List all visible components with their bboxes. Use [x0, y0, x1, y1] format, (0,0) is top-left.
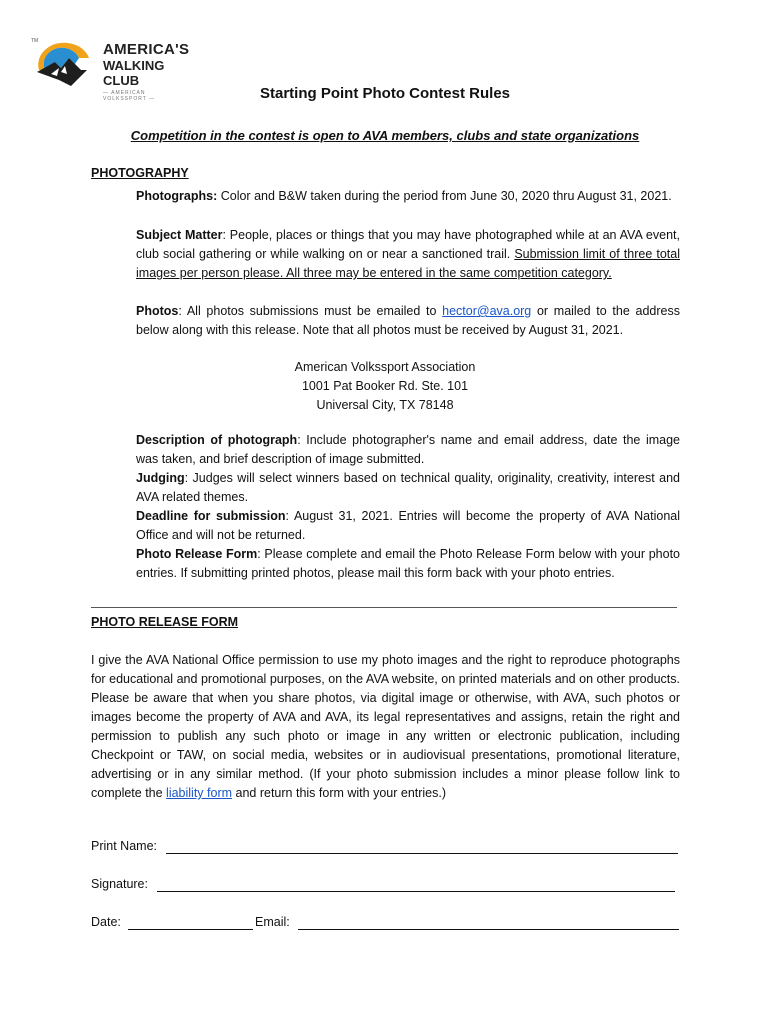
release-text: : Please complete and email the Photo Release Form below with your photo entries. If submitting printed photos, please mail this form back with your photo entries. [136, 547, 680, 580]
liability-form-link[interactable]: liability form [166, 786, 233, 800]
email-field[interactable] [298, 929, 679, 930]
mailing-address [0, 358, 770, 415]
description-text: : Include photographer's name and email address, date the image was taken, and brief description of image submitted. [136, 433, 681, 466]
email-link[interactable]: hector@ava.org [442, 304, 532, 318]
address-line-1: American Volkssport Association [294, 360, 476, 374]
photos-text-2: or mailed to the address below along with this release. Note that all photos must be received by August 31, 2021. [136, 304, 680, 337]
deadline-text: : August 31, 2021. Entries will become the property of AVA National Office and will not be returned. [136, 509, 680, 542]
judging-rule [136, 469, 680, 507]
logo-emblem-icon [31, 40, 95, 90]
release-body-2: and return this form with your entries.) [232, 786, 447, 800]
signature-label: Signature: [91, 877, 148, 891]
description-rule [136, 431, 680, 469]
judging-text: : Judges will select winners based on technical quality, originality, creativity, interest and AVA related themes. [136, 471, 680, 504]
signature-field[interactable] [157, 891, 675, 892]
photographs-text: Color and B&W taken during the period from June 30, 2020 thru August 31, 2021. [217, 189, 672, 203]
subject-label: Subject Matter [136, 228, 223, 242]
subject-text: : People, places or things that you may have photographed while at an AVA event, club social gathering or while walking on or near a sanctioned trail. [136, 228, 680, 261]
address-line-3: Universal City, TX 78148 [316, 398, 454, 412]
subject-limit-note: Submission limit of three total images per person please. All three may be entered in the same competition category. [136, 247, 680, 280]
document-subtitle: Competition in the contest is open to AVA members, clubs and state organizations [130, 128, 640, 143]
logo-line1: AMERICA'S [103, 41, 190, 58]
logo-tagline: — AMERICAN VOLKSSPORT — [103, 90, 156, 102]
photo-release-form-heading: PHOTO RELEASE FORM [91, 615, 239, 629]
photography-heading: PHOTOGRAPHY [91, 166, 189, 180]
photos-rule [136, 302, 680, 340]
americas-walking-club-logo [31, 38, 191, 102]
print-name-label: Print Name: [91, 839, 157, 853]
photographs-rule [136, 187, 680, 206]
release-label: Photo Release Form [136, 547, 258, 561]
release-statement [91, 651, 680, 803]
release-body-1: I give the AVA National Office permission to use my photo images and the right to reproduce photographs for educational and promotional purposes, on the AVA website, on printed materials and on other products. Please be aware that when you share photos, via digital image or otherwise, with AVA, such photos or images become the property of AVA and AVA, its legal representatives and assigns, retain the right and permission to publish any such photo or image in any written or electronic publication, including Checkpoint or TAW, on social media, websites or in audiovisual presentations, promotional literature, advertising or in any similar method. (If your photo submission includes a minor please follow link to complete the [91, 653, 680, 800]
trademark-mark: TM [31, 38, 39, 44]
judging-label: Judging [136, 471, 185, 485]
photographs-label: Photographs: [136, 189, 218, 203]
deadline-rule [136, 507, 680, 545]
deadline-label: Deadline for submission [136, 509, 286, 523]
subject-matter-rule [136, 226, 680, 283]
document-title: Starting Point Photo Contest Rules [260, 85, 510, 102]
logo-line2: WALKING CLUB [103, 58, 165, 88]
photos-label: Photos [136, 304, 179, 318]
release-form-rule [136, 545, 680, 583]
email-label: Email: [255, 915, 290, 929]
photos-text-1: : All photos submissions must be emailed to [178, 304, 443, 318]
print-name-field[interactable] [166, 853, 678, 854]
date-field[interactable] [128, 929, 253, 930]
date-label: Date: [91, 915, 121, 929]
section-divider [91, 607, 677, 608]
description-label: Description of photograph [136, 433, 298, 447]
address-line-2: 1001 Pat Booker Rd. Ste. 101 [301, 379, 469, 393]
